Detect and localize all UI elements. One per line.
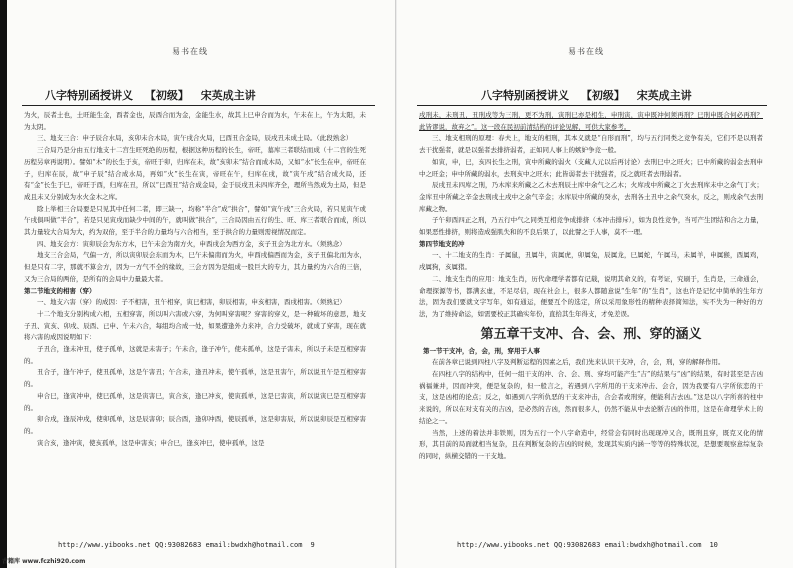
paragraph: 子丑合，逢未冲丑，使子孤单，这就是未害子；午未合，逢子冲午，使未孤单，这是子害未，所以子未是互相穿害的。 [24,345,366,365]
paragraph: 辰戌丑未四库之刑，乃木库来所藏之乙木去刑辰土库中余气之乙木；火库戌中所藏之丁火去刑库未中之余气丁火；金库丑中所藏之辛金去刑戌土戌中之余气辛金；水库辰中所藏的癸水，去刑各土丑中之余气癸水，反之，则戌余气去刑库藏之物。 [419,181,763,213]
paragraph: 在四柱八字的结构中，任何一组干支的冲、合、会、刑、穿均可能产生“吉”的结果与“凶”的结果，有时甚至是吉凶祸福兼并，因而冲突，便是复杂的，但一般言之，若遇到八字所用的干支来冲击、会合，因为我要有八字所依恋的干支，这是凶相的论点；反之，如遇到八字所仇恶的干支来冲击，合会者或刑穿，便能利吉去凶。”这是以八字所喜的柱中来说的，所以在对支有关的吉凶，是必然的吉凶，然而很多人，仍然不能从中去论断吉凶的作用，这是在命理学术上的结论之一。 [419,370,763,425]
body-text [419,110,763,463]
header-rule [22,105,375,106]
lecture-title: 八字特别函授讲义 [481,89,569,102]
paragraph: 除上举相三合局要是只见其中任何二者，即三缺一，均称“半合”成“拱合”，譬如“寅午戌”三合火局，若只见寅午或午戌俱叫做“半合”，若是只见寅戌而缺少中间的午，就叫做“拱合”，三合局因由五行的生、旺、库三者联合而成，所以其力量较大合局为大，约为双倍，至于半合的力量均与六合相当，至于拱合的力量则需视情况而定。 [24,204,366,237]
paragraph: 在前各章已说到四柱八字及判断运程的因素之后，我们先来认识干支冲，合，会，刑，穿的解释作用。 [432,358,725,367]
paragraph: 地支三合会局，气偏一方，所以寅卯辰会东而为木，巳午未偏南而为火，申酉戌偏西而为金，亥子丑偏北而为水，但是只有二字，那就不算会方，因为一方气不全的缘故，三会方因为是组成一股巨大的专力，其力量约为六合的三倍，又为三合局的两倍，是所有的会局中力量最大者。 [24,251,366,283]
page-footer [58,541,315,549]
page-header [45,87,264,107]
paragraph: 子午卯酉四正之刑，乃五行中气之同类互相竞争成排挤（本冲击排斥），如为良性竞争，当可产生团结和合之力量，如果恶性排挤，则将造成强肌失和的不良后果了，以此譬之于人事，莫不一理。 [419,216,763,237]
author-label: 宋英成主讲 [200,89,256,102]
paragraph: 卯合戌，逢辰冲戌，使卯孤单，这是辰害卯；辰合酉，逢卯冲酉，使辰孤单，这是卯害辰，所以说卯辰是互相穿害的。 [24,415,366,435]
footer-url: http://www.yibooks.net QQ:93082683 email:bwdxh@hotmail.com [457,541,702,549]
section-heading: 第四节地支的冲 [419,239,465,248]
paragraph: 戌刑未，未刑丑，丑刑戌等为三刑，更不为刑，寅刑巳亦是相生，申刑寅，寅申既冲何须再刑？巳刑申既合何必再刑？此皆谬说，故弃之”。这一段在民初前清结构的评论见解，可供大家参考。 [419,111,763,131]
chapter-title: 第五章干支冲、合、会、刑、穿的涵义 [480,326,702,342]
scan-edge [0,0,7,568]
paragraph: 四、地支会方：寅卯辰会为东方木，巳午未会为南方火，申酉戌会为西方金，亥子丑会为北方水。（须熟念） [37,239,346,248]
page-number: 9 [310,541,315,549]
paragraph: 三、地支三合：申子辰合水局，亥卯未合木局，寅午戌合火局，巳酉丑合金局，辰戌丑未成土局。（此段熟念） [37,134,353,143]
page-number: 10 [709,541,718,549]
paragraph: 申合巳，逢寅冲申，使巳孤单，这是寅害巳，寅合亥，逢巳冲亥，使寅孤单，这是巳害寅，所以说寅巳是互相穿害的。 [24,391,366,412]
paragraph: 一、地支六害（穿）的成因：子不相害，丑午相穿，寅巳相害，卯辰相害，申亥相害，酉戌相害。（须熟记） [37,298,346,307]
paragraph: 为火，辰者土也，土旺能生金，酉者金也，辰酉合而为金，金能生水，故其上巳申合而为水，午未在上，午为太阳，未为太阴。 [24,111,366,131]
header-rule [417,105,767,106]
paragraph: 三、地支相刑的原理：春夫上，地支的相刑，其本义就是“自形而刑”，均与五行同类之竞争有关，它们不是以刑者去干扰强者，就是以强者去排挤弱者，正如同人事上的嫉妒争竞一般。 [419,134,763,155]
body-text-bottom [419,346,763,463]
paragraph: 当然，上述的着法并非铁则，因为五行一个八字命造中，经常会有同时出现现冲又合，既刑且穿，既克又化的情形，其目前的局面就相当复杂，且在判断复杂的吉凶的时候，发现其实质内涵一等等的特殊状况，是想要观察意综复杂的同时，纵横交错的一干支地。 [419,428,763,460]
level-label: 【初级】 [144,89,189,102]
section-heading: 第一节干支冲，合，会，刑，穿用于人事 [423,346,540,355]
author-label: 宋英成主讲 [636,89,692,102]
paragraph: 一、十二地支的生肖：子属鼠，丑属牛，寅属虎，卯属兔，辰属龙，巳属蛇，午属马，未属羊，申属猴，酉属鸡，戌属狗，亥属猪。 [419,251,763,272]
footer-url: http://www.yibooks.net QQ:93082683 email:bwdxh@hotmail.com [58,541,303,549]
level-label: 【初级】 [580,89,625,102]
body-text-top [419,110,763,321]
right-page [397,0,793,568]
paragraph: 十二个地支分别构成六相，五相穿害，所以叫六害或六穿，为何叫穿害呢？穿害的穿义，是一种破坏的意思，地支子丑、寅亥、卯戌、辰酉、已申、午未六合，每组均合成一处，如果遭逢外力来冲，合力受破坏，就成了穿害，现在就将六害的成因说明如下： [24,309,366,342]
paragraph: 丑合子，逢午冲子，使丑孤单，这是午害丑；午合未，逢丑冲未，使午孤单，这是丑害午，所以说丑午是互相穿害的。 [24,368,366,389]
site-name: 易书在线 [172,47,208,56]
paragraph: 如寅，申，巳，亥四长生之刑，寅中所藏的弱火（支藏人元以后再讨论）去刑巳中之旺火；巳中所藏的弱金去刑申中之旺金；申中所藏的弱水，去刑亥中之旺水；此皆弱者去干扰强者，反之就旺者去刑弱者。 [419,157,763,178]
body-text [24,110,366,449]
watermark: 古籍库 www.fczhi920.com [2,558,86,565]
site-name: 易书在线 [568,47,604,56]
page-header [481,87,700,107]
paragraph: 三合局乃是分由五行地支十二宫生旺死绝的历程，根据这种历程的长生，帝旺，墓库三者联结而成（十二宫的生死历程另章再说明）。譬如“木”的长生于亥，帝旺于卯，归库在未，故“亥卯未”结合而成木局，又如“水”长生在申，帝旺在子，归库在辰，故“申子辰”结合成水局，再如“火”长生在寅，帝旺在午，归库在戌，故“寅午戌”结合成火局，还有“金”长生于巳，帝旺于酉，归库在丑，所以“巳酉丑”结合成金局，金于辰戌丑未四库齐全，理所当然成为土局，但是成且未又分别成为水火金木之库。 [24,146,366,201]
paragraph: 二、地支生肖的应用：地支生肖，历代命理学者都有记载，说明其命义的，有考证，究刷于，生肖是，三命通会，命理探源等书，都满玄虚，不足尽信，现在社会上，很多人都随意说“生年”的“生肖”，这也许是记忆中简单的生年方法，固为我们要就文字写年，如有通运，便要互个的选定，所以采用象形性的精种表择简知法，实不失为一种好的方法，为了维持命运，如需要校正其确实年份，直拾其生年得支，才免差误。 [419,274,763,318]
page-footer [457,541,718,549]
left-page [0,0,396,568]
lecture-title: 八字特别函授讲义 [45,89,133,102]
section-heading: 第二节地支的相害（穿） [24,286,96,295]
paragraph: 寅合亥，逢冲寅，使亥孤单，这是申害亥；申合巳，逢亥冲巳，使申孤单，这是 [37,438,265,447]
